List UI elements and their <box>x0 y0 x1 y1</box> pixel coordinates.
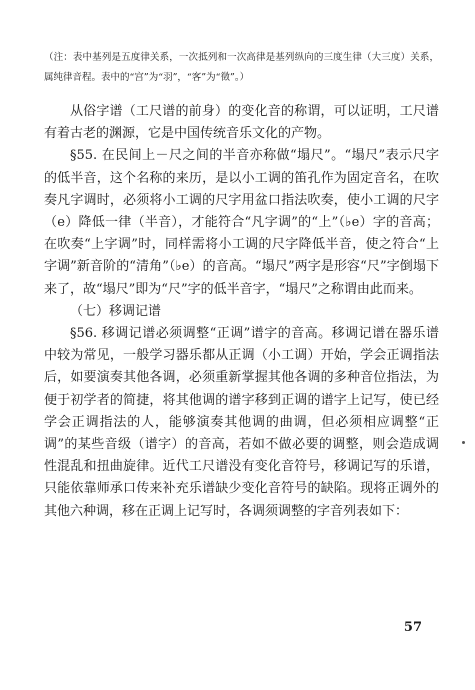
table-footnote: （注：表中基列是五度律关系，一次抵列和一次高律是基列纵向的三度生律（大三度）关系，属纯律音程。表中的“宫”为“羽”，“客”为“徵”。） <box>44 52 439 83</box>
section-heading: （七）移调记谱 <box>70 303 162 319</box>
paragraph-section-56: §56. 移调记谱必须调整“正调”谱字的音高。移调记谱在器乐谱中较为常见，一般学习器乐都从正调（小工调）开始，学会正调指法后，如要演奏其他各调，必须重新掌握其他各调的多种音位指法，为便于初学者的简捷，将其他调的谱字移到正调的谱字上记写，使已经学会正调指法的人，能够演奏其他调的曲调，但必须相应调整“正调”的某些音级（谱字）的音高，若如不做必要的调整，则会造成调性混乱和扭曲旋律。近代工尺谱没有变化音符号，移调记写的乐谱，只能依靠师承口传来补充乐谱缺少变化音符号的缺陷。现将正调外的其他六种调，移在正调上记写时，各调须调整的字音列表如下： <box>44 326 439 519</box>
paragraph-section-55: §55. 在民间上－尺之间的半音亦称做“塌尺”。“塌尺”表示尺字的低半音，这个名称的来历，是以小工调的笛孔作为固定音名，在吹奏凡字调时，必须将小工调的尺字用盆口指法吹奏，使小工调的尺字（e）降低一律（半音），才能符合“凡字调”的“上”（♭e）字的音高；在吹奏“上字调”时，同样需将小工调的尺字降低半音，使之符合“上字调”新音阶的“清角”（♭e）的音高。“塌尺”两字是形容“尺”字倒塌下来了，故“塌尺”即为“尺”字的低半音字，“塌尺”之称谓由此而来。 <box>44 148 439 297</box>
body-text <box>44 101 439 523</box>
page-number: 57 <box>403 620 422 635</box>
paragraph-gongchepu-origin: 从俗字谱（工尺谱的前身）的变化音的称谓，可以证明，工尺谱有着古老的渊源，它是中国传统音乐文化的产物。 <box>44 104 439 142</box>
margin-mark <box>462 441 465 444</box>
